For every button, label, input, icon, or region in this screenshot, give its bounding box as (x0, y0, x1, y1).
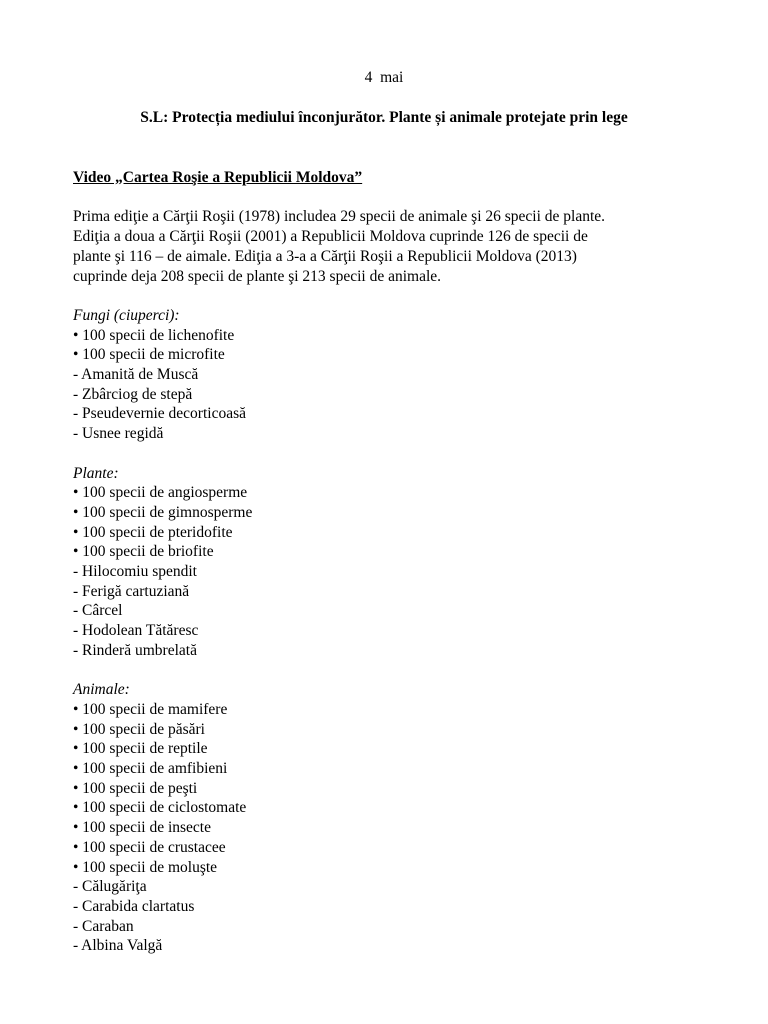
list-item: • 100 specii de insecte (73, 819, 211, 837)
list-item: - Amanită de Muscă (73, 366, 199, 383)
plante-list (73, 483, 713, 660)
list-item: • 100 specii de peşti (73, 779, 198, 797)
list-item: • 100 specii de crustacee (73, 838, 226, 856)
list-item: - Pseudevernie decorticoasă (73, 405, 247, 423)
list-item: • 100 specii de amfibieni (73, 760, 228, 778)
lesson-title: S.L: Protecția mediului înconjurător. Plante și animale protejate prin lege (140, 109, 628, 126)
list-item: - Zbârciog de stepă (73, 385, 193, 403)
list-item: • 100 specii de briofite (73, 543, 214, 561)
list-item: - Hilocomiu spendit (73, 563, 197, 581)
intro-line: plante şi 116 – de aimale. Ediţia a 3-a a Cărţii Roşii a Republicii Moldova (2013) (73, 247, 577, 265)
list-item: - Călugăriţa (73, 878, 147, 896)
intro-paragraph (73, 207, 713, 286)
list-item: • 100 specii de moluşte (73, 858, 218, 876)
list-item: • 100 specii de reptile (73, 740, 208, 758)
list-item: - Albina Valgă (73, 937, 163, 955)
section-plante (73, 464, 713, 661)
section-heading-animale: Animale: (73, 681, 130, 699)
list-item: • 100 specii de mamifere (73, 700, 228, 718)
list-item: • 100 specii de microfite (73, 346, 225, 364)
list-item: • 100 specii de pteridofite (73, 523, 233, 541)
animale-list (73, 700, 713, 956)
section-heading-fungi: Fungi (ciuperci): (73, 306, 180, 324)
section-fungi (73, 306, 713, 444)
list-item: - Usnee regidă (73, 425, 164, 443)
intro-line: cuprinde deja 208 specii de plante şi 213 specii de animale. (73, 267, 442, 285)
list-item: • 100 specii de păsări (73, 720, 205, 738)
list-item: • 100 specii de gimnosperme (73, 503, 253, 521)
fungi-list (73, 326, 713, 444)
intro-line: Prima ediţie a Cărţii Roşii (1978) includea 29 specii de animale şi 26 specii de plante. (73, 208, 606, 226)
video-title: Video „Cartea Roşie a Republicii Moldova” (73, 169, 363, 186)
list-item: • 100 specii de ciclostomate (73, 799, 247, 817)
list-item: - Rinderă umbrelată (73, 641, 197, 659)
section-animale (73, 680, 713, 956)
list-item: - Hodolean Tătăresc (73, 622, 199, 640)
list-item: - Caraban (73, 917, 134, 935)
list-item: • 100 specii de lichenofite (73, 326, 235, 344)
list-item: - Cârcel (73, 602, 123, 620)
date-line: 4 mai (364, 69, 404, 86)
intro-line: Ediţia a doua a Cărţii Roşii (2001) a Republicii Moldova cuprinde 126 de specii de (73, 228, 588, 246)
section-heading-plante: Plante: (73, 464, 119, 482)
list-item: - Ferigă cartuziană (73, 582, 190, 600)
list-item: - Carabida clartatus (73, 897, 195, 915)
list-item: • 100 specii de angiosperme (73, 484, 248, 502)
document-body (73, 168, 713, 956)
